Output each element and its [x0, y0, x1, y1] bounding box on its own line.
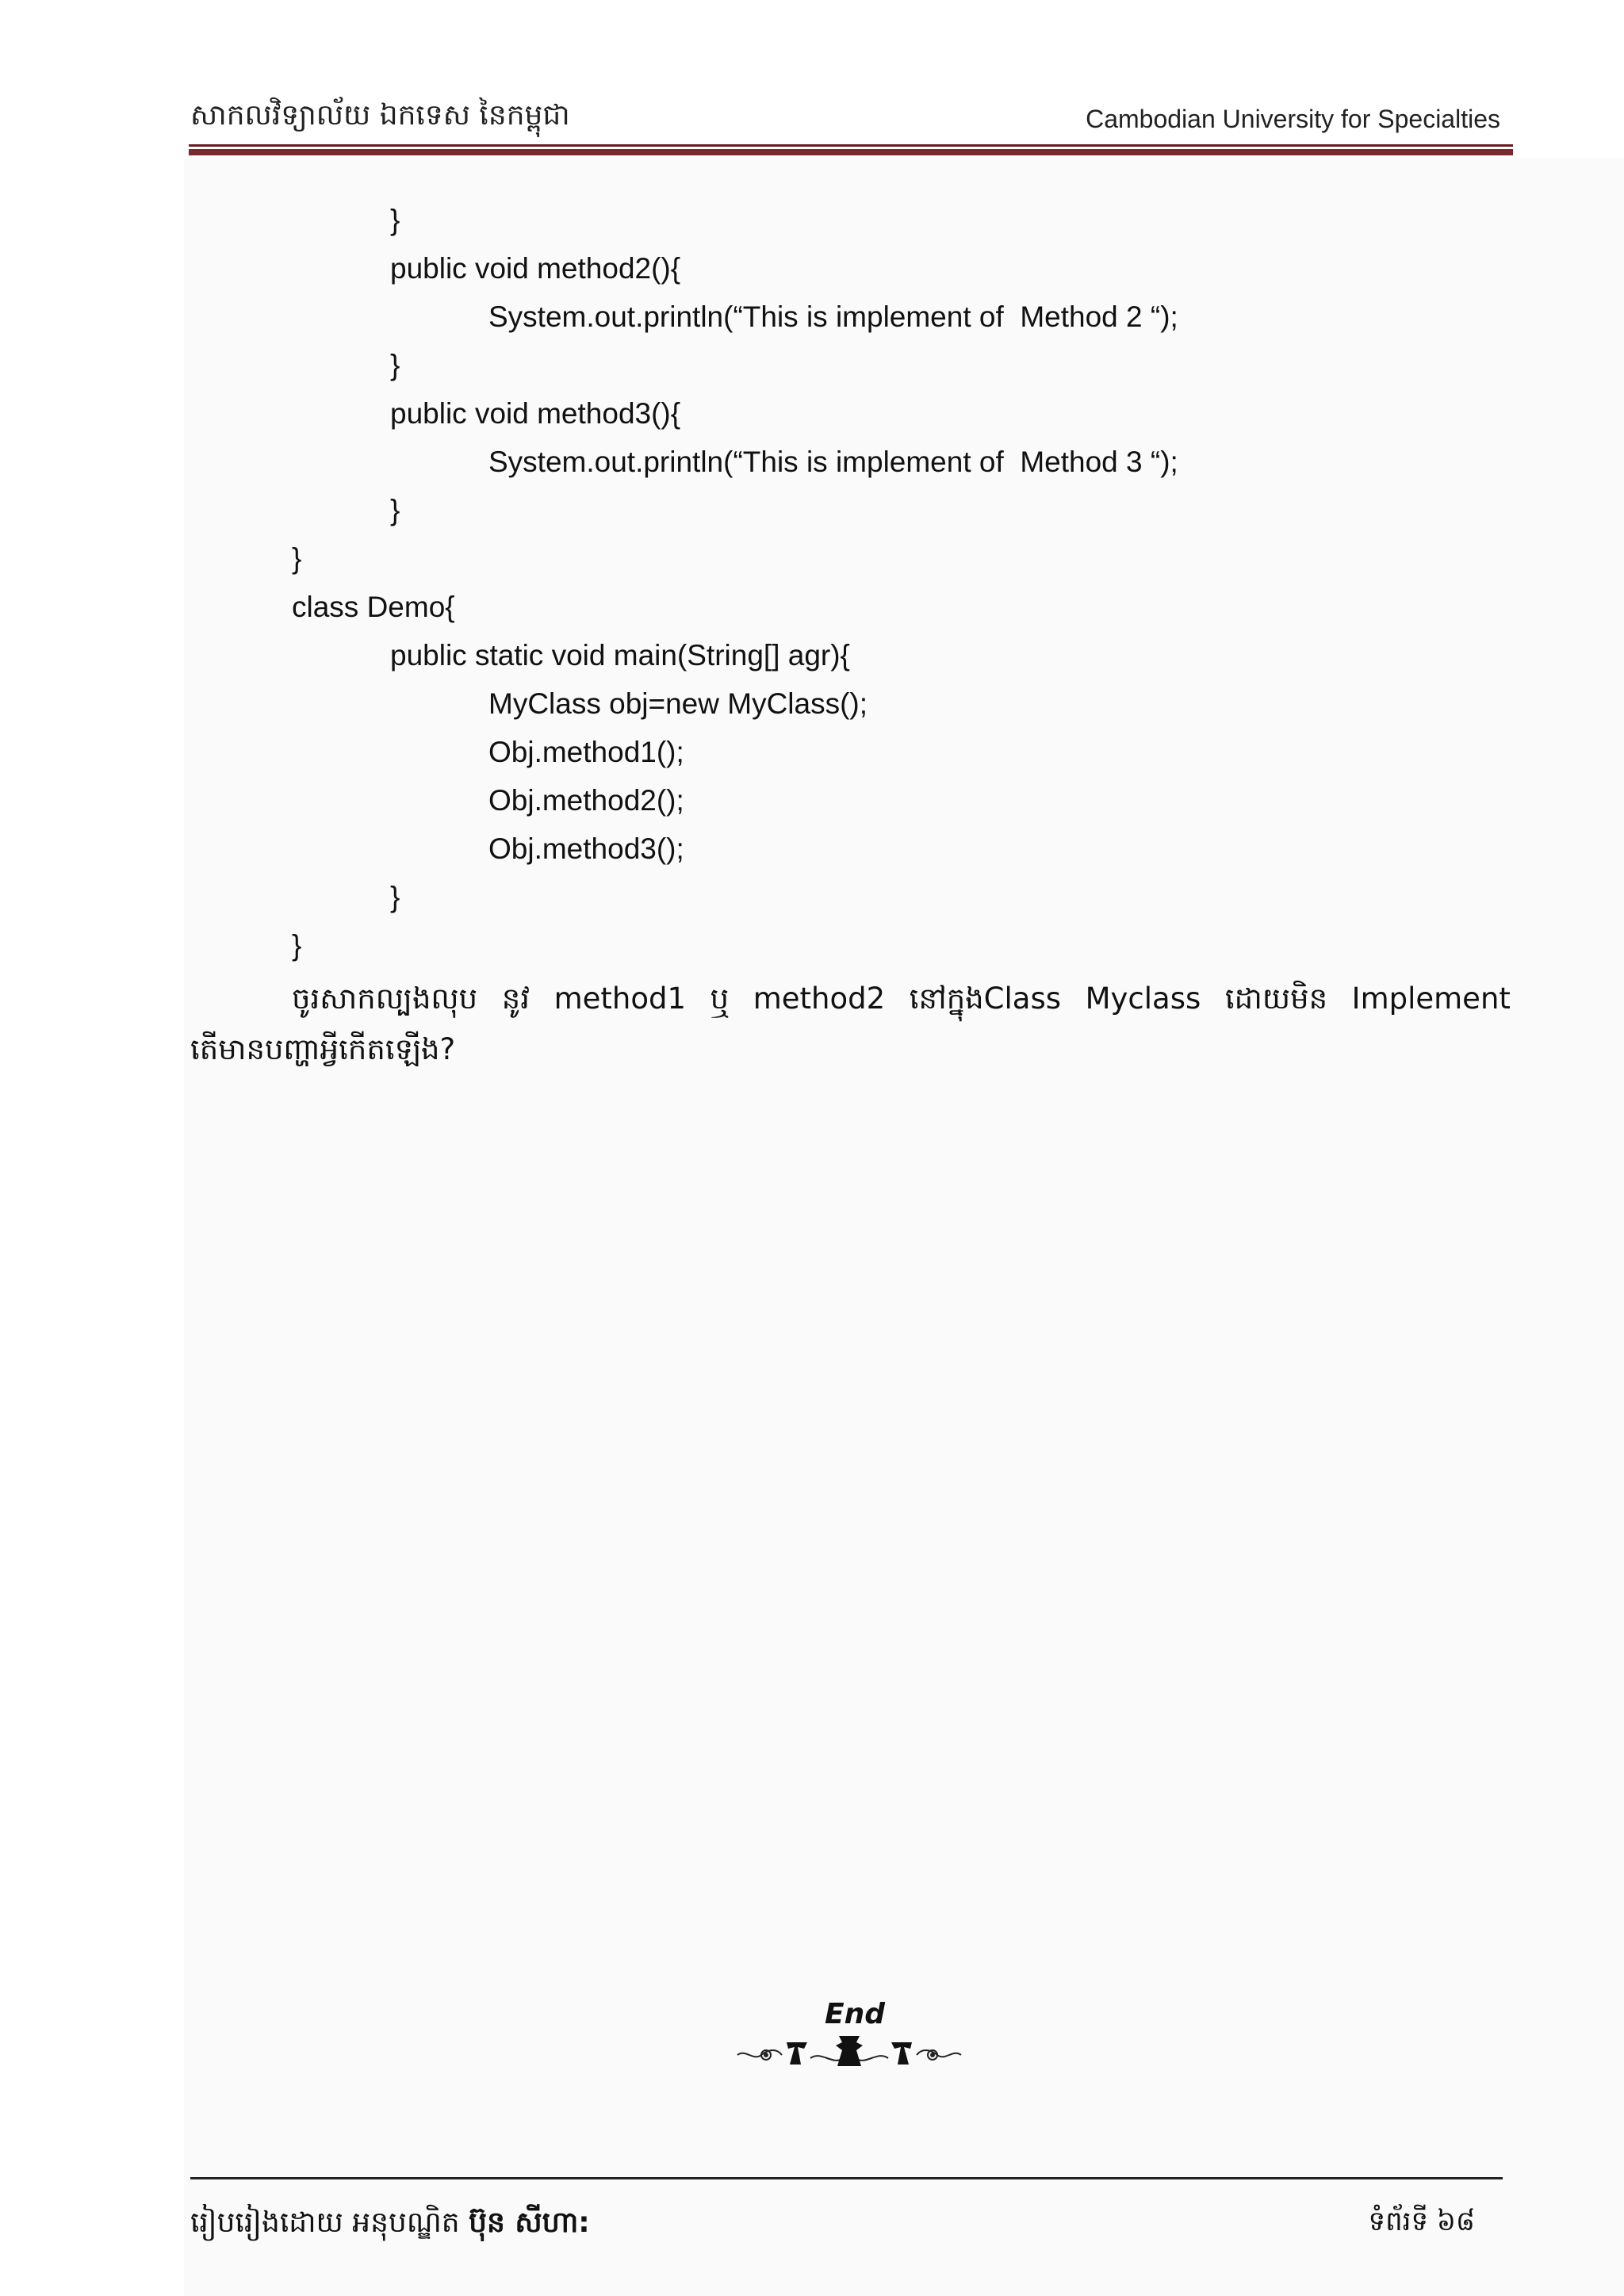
footer-author-name: ប៊ុន សីហា:	[469, 2206, 590, 2239]
code-line: }	[292, 542, 302, 575]
decorative-ornament-icon	[734, 2031, 964, 2072]
code-line: }	[390, 494, 400, 526]
code-line: }	[292, 929, 302, 962]
exercise-question	[190, 974, 1511, 1075]
code-line: class Demo{	[292, 591, 455, 623]
code-line: }	[390, 349, 400, 381]
question-word: ឬ	[710, 982, 730, 1016]
code-line: Obj.method1();	[488, 736, 684, 768]
question-line-1	[190, 974, 1511, 1024]
header-divider-thick	[189, 149, 1513, 155]
code-line: }	[390, 881, 400, 913]
code-line: public void method2(){	[390, 252, 681, 285]
question-word: នៅក្នុងClass	[909, 982, 1062, 1016]
footer-author-credit	[190, 2204, 590, 2246]
footer-divider	[190, 2177, 1503, 2179]
code-line: Obj.method2();	[488, 784, 684, 817]
code-line: public void method3(){	[390, 397, 681, 430]
question-word: method2	[753, 982, 886, 1016]
question-word: method1	[553, 982, 686, 1016]
header-divider-thin	[189, 144, 1513, 147]
code-line: System.out.println(“This is implement of Method 3 “);	[488, 446, 1178, 478]
header-university-khmer: សាកលវិទ្យាល័យ ឯកទេស នៃកម្ពុជា	[190, 99, 570, 132]
end-label: End	[825, 1998, 885, 2030]
question-word: Myclass	[1085, 982, 1201, 1016]
question-word: នូវ	[501, 982, 530, 1016]
code-line: public static void main(String[] agr){	[390, 639, 850, 672]
question-word: Implement	[1351, 982, 1511, 1016]
footer-prepared-by: រៀបរៀងដោយ អនុបណ្ឌិត	[190, 2206, 460, 2239]
code-line: MyClass obj=new MyClass();	[488, 687, 868, 720]
question-line-2: តើមានបញ្ហាអ្វីកើតឡើង?	[190, 1032, 456, 1066]
code-line: System.out.println(“This is implement of Method 2 “);	[488, 300, 1178, 333]
code-line: Obj.method3();	[488, 832, 684, 865]
question-word: ចូរសាកល្បងលុប	[292, 982, 478, 1016]
page-number: ទំព័រទី ៦៨	[1368, 2206, 1475, 2237]
code-line: }	[390, 204, 400, 236]
header-university-english: Cambodian University for Specialties	[1086, 105, 1500, 133]
question-word: ដោយមិន	[1224, 982, 1328, 1016]
